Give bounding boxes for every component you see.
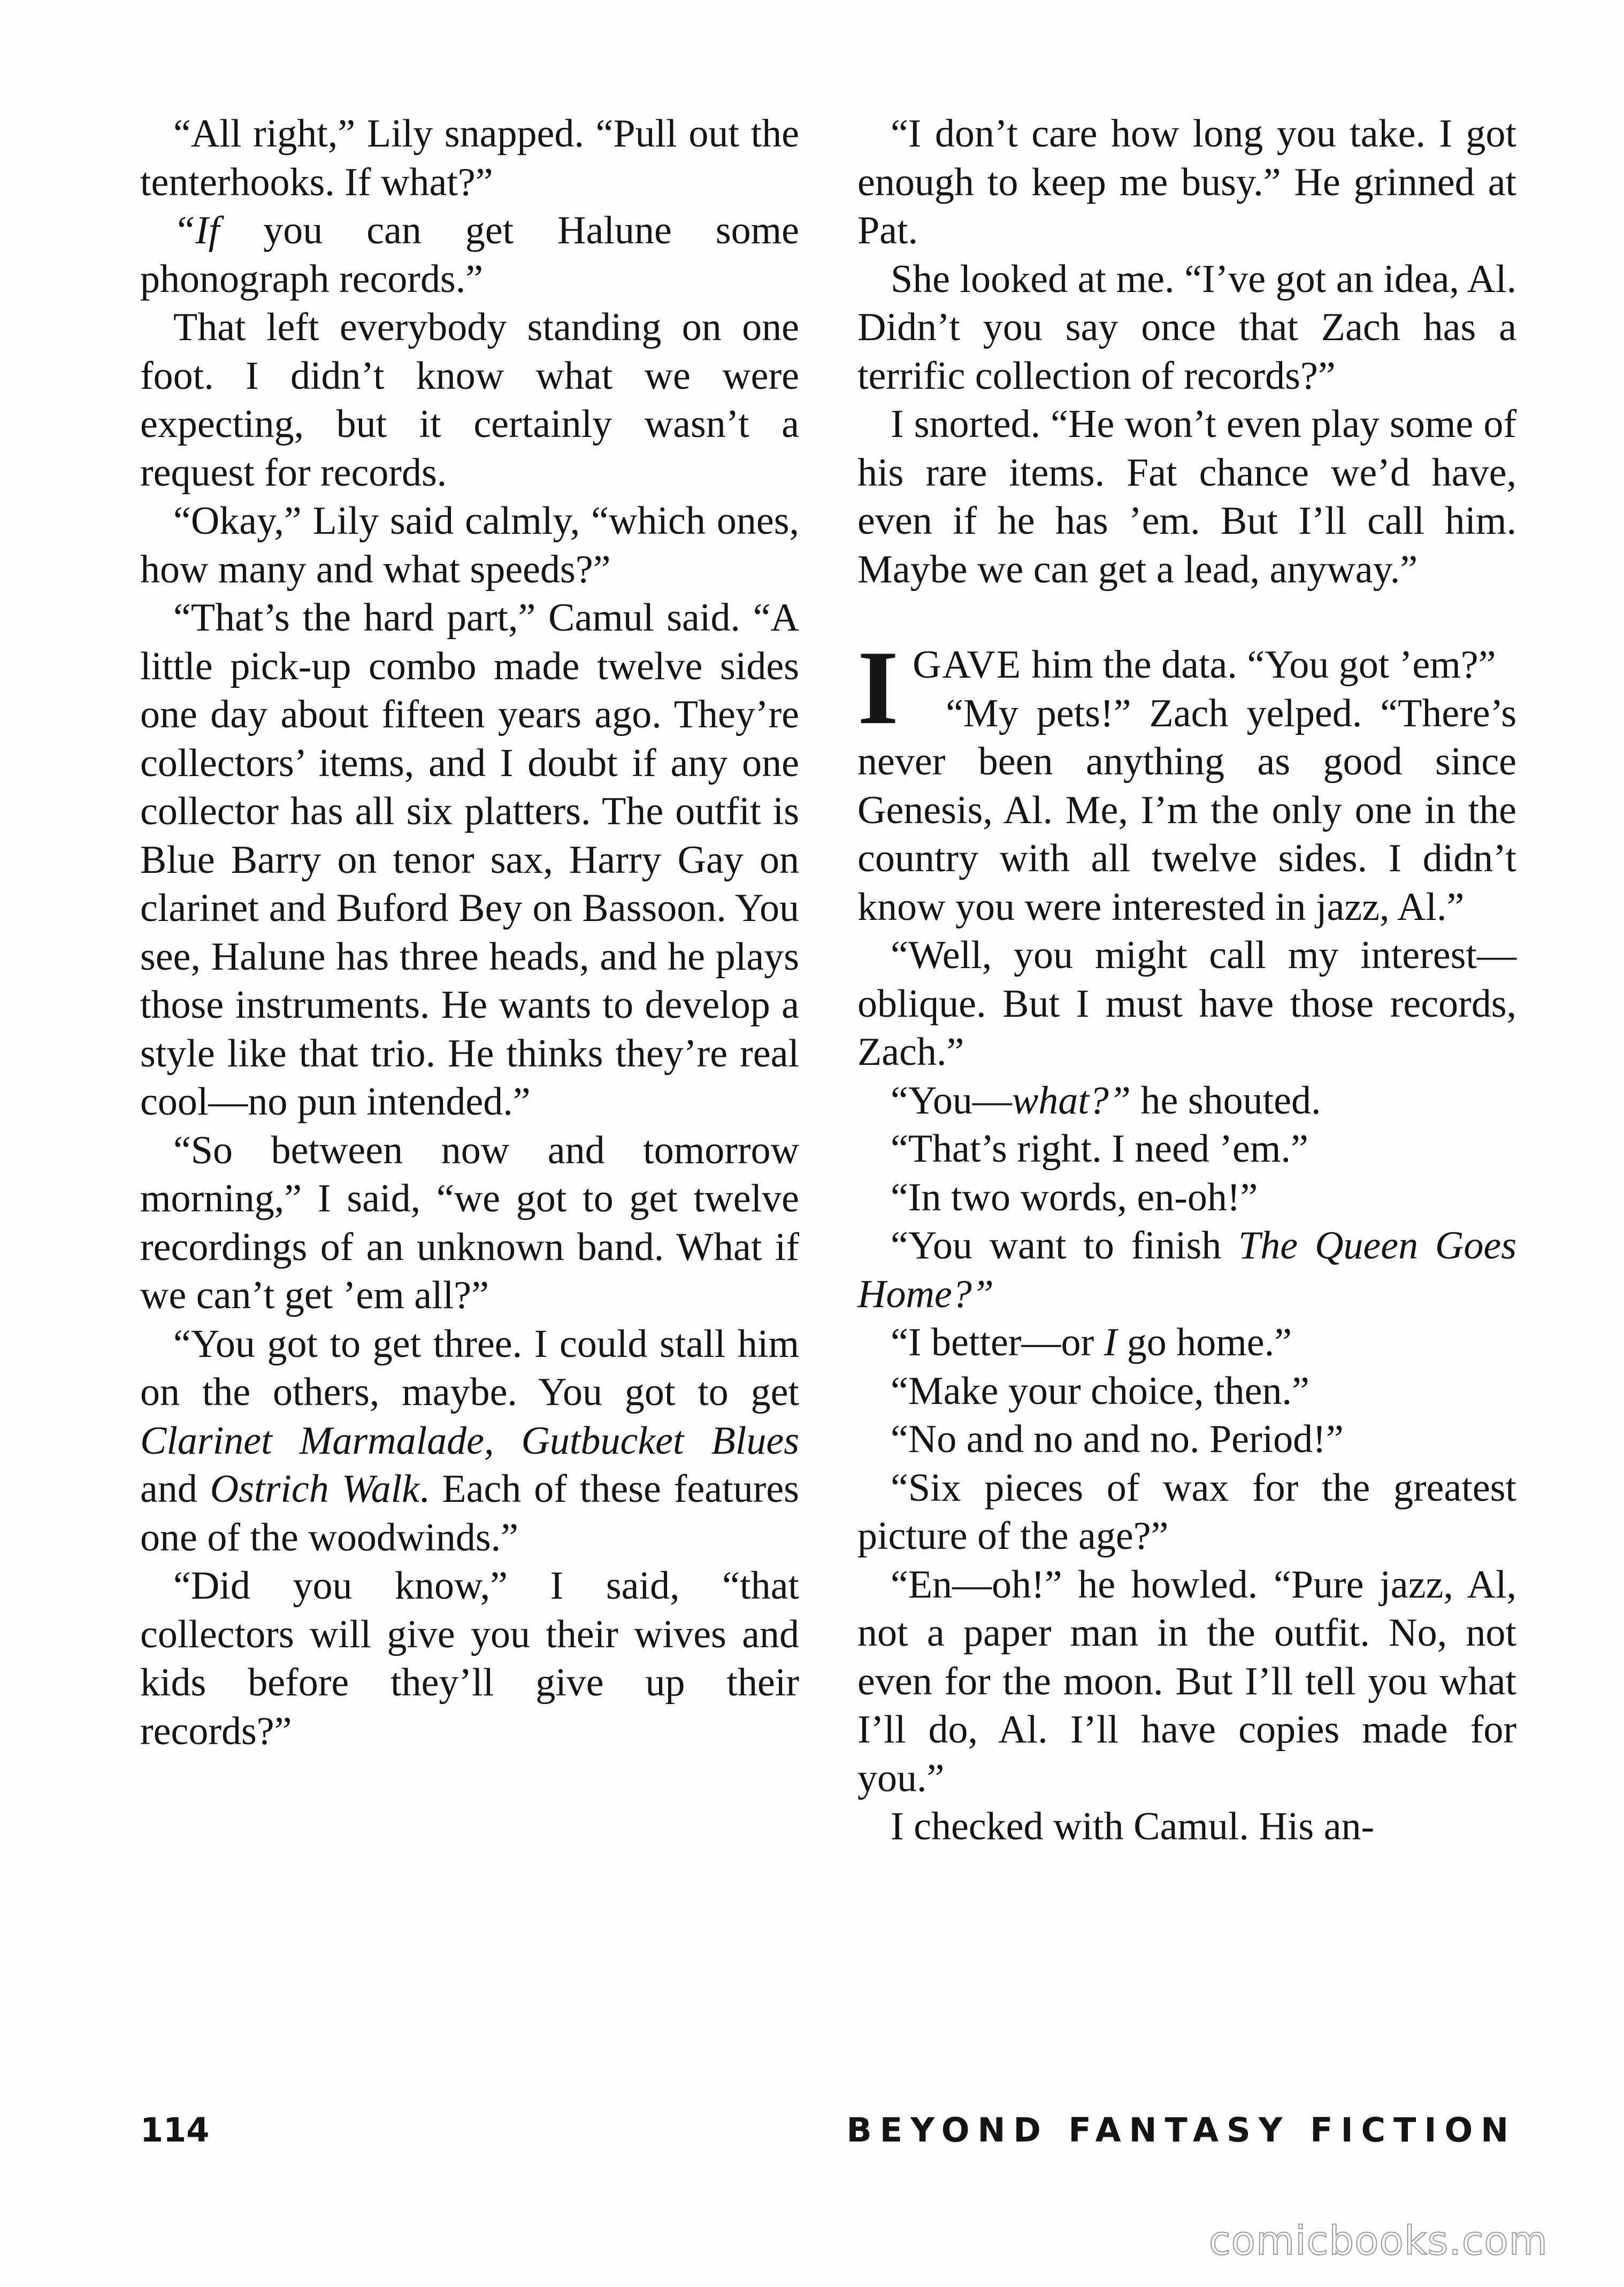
paragraph: “That’s right. I need ’em.” xyxy=(891,1127,1308,1171)
paragraph-text: he shouted. xyxy=(1130,1078,1321,1123)
paragraph: “En—oh!” he howled. “Pure jazz, Al, not a paper man in the outfit. No, not even for the moon. But I’ll tell you what I’ll do, Al. I’ll have copies made for you.” xyxy=(857,1562,1516,1800)
paragraph: “Did you know,” I said, “that collectors will give you their wives and kids before they’ll give up their records?” xyxy=(140,1564,799,1753)
paragraph: She looked at me. “I’ve got an idea, Al. Didn’t you say once that Zach has a terrific collection of records?” xyxy=(857,257,1516,398)
paragraph-text: . Each of these features one of the woodwinds.” xyxy=(140,1467,799,1560)
paragraph: “My pets!” Zach yelped. “There’s never been anything as good since Genesis, Al. Me, I’m the only one in the country with all twelve sides. I didn’t know you were interested in jazz, Al.” xyxy=(857,691,1516,929)
paragraph: “All right,” Lily snapped. “Pull out the tenterhooks. If what?” xyxy=(140,112,799,204)
right-text-column xyxy=(857,110,1516,1851)
watermark: comicbooks.com xyxy=(1209,2218,1548,2264)
paragraph: “No and no and no. Period!” xyxy=(891,1417,1344,1461)
paragraph-text: go home.” xyxy=(1117,1321,1292,1364)
paragraph-text: and xyxy=(140,1467,210,1511)
paragraph: I snorted. “He won’t even play some of his rare items. Fat chance we’d have, even if he has ’em. But I’ll call him. Maybe we can get a lead, anyway.” xyxy=(857,402,1516,592)
paragraph xyxy=(857,1318,1516,1367)
paragraph-text: “You got to get three. I could stall him on the others, maybe. You got to get xyxy=(140,1322,799,1414)
paragraph: “Make your choice, then.” xyxy=(891,1369,1309,1413)
record-title: Ostrich Walk xyxy=(210,1467,419,1511)
paragraph: “Well, you might call my interest—oblique. But I must have those records, Zach.” xyxy=(857,933,1516,1074)
paragraph xyxy=(140,1320,799,1562)
paragraph: “That’s the hard part,” Camul said. “A little pick-up combo made twelve sides one day about fifteen years ago. They’re collectors’ items, and I doubt if any one collector has all six platters. The outfit is Blue Barry on tenor sax, Harry Gay on clarinet and Buford Bey on Bassoon. You see, Halune has three heads, and he plays those instruments. He wants to develop a style like that trio. He thinks they’re real cool—no pun intended.” xyxy=(140,596,799,1124)
section-opening-paragraph xyxy=(857,629,1516,746)
running-title: BEYOND FANTASY FICTION xyxy=(846,2111,1516,2150)
paragraph xyxy=(857,1077,1516,1125)
paragraph: “I don’t care how long you take. I got enough to keep me busy.” He grinned at Pat. xyxy=(857,112,1516,252)
italic-text: I xyxy=(1104,1321,1117,1364)
left-text-column xyxy=(140,110,799,1755)
paragraph-text: “You— xyxy=(891,1078,1012,1123)
paragraph: I checked with Camul. His an- xyxy=(891,1805,1375,1848)
paragraph: “Okay,” Lily said calmly, “which ones, how many and what speeds?” xyxy=(140,499,799,592)
paragraph: “In two words, en-oh!” xyxy=(891,1175,1258,1219)
italic-text: “If xyxy=(173,209,220,252)
record-title: Clarinet Marmalade, Gutbucket Blues xyxy=(140,1418,799,1463)
paragraph: “Six pieces of wax for the greatest picture of the age?” xyxy=(857,1465,1516,1558)
paragraph-text: him the data. “You got ’em?” xyxy=(1022,643,1496,687)
italic-text: what?” xyxy=(1012,1078,1131,1123)
paragraph xyxy=(857,1222,1516,1318)
paragraph xyxy=(140,206,799,303)
paragraph: That left everybody standing on one foot. I didn’t know what we were expecting, but it certainly wasn’t a request for records. xyxy=(140,305,799,495)
paragraph-text: you can get Halune some phonograph records.” xyxy=(140,209,799,301)
film-title: The Queen Goes Home?” xyxy=(857,1224,1516,1316)
paragraph-text: “I better—or xyxy=(891,1321,1104,1364)
small-caps-text: GAVE xyxy=(913,643,1022,687)
drop-cap: I xyxy=(857,629,899,746)
page-number: 114 xyxy=(140,2111,210,2150)
paragraph: “So between now and tomorrow morning,” I said, “we got to get twelve recordings of an unknown band. What if we can’t get ’em all?” xyxy=(140,1128,799,1317)
paragraph-text: “You want to finish xyxy=(891,1224,1239,1268)
